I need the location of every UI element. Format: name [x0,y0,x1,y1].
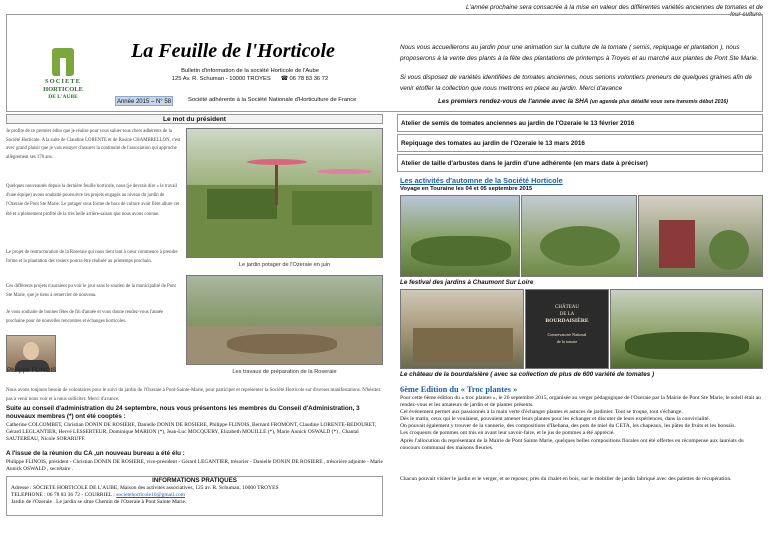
tomato-seeds-request: Si vous disposez de variétés identifiées de tomates anciennes, nous serions volontiers preneurs de quelques graines afin de venir étoffer la collection que nous mettrons en place au jardin. Merci d'avance [400,74,753,92]
email-link[interactable]: societehorticole10@gmail.com [116,492,185,498]
society-logo: SOCIETE HORTICOLE DE L'AUBE [38,48,88,108]
roseraie-photo [186,275,383,365]
potager-photo [186,128,383,258]
issue-badge: Année 2015 – N° 58 [115,96,173,106]
phone-number: ☎ 06 78 83 36 72 [280,75,329,82]
festival-photo-3 [638,195,763,277]
caption-festival: Le festival des jardins à Chaumont Sur Loire [400,279,534,286]
caption-potager: Le jardin potager de l'Ozeraie en juin [238,262,331,268]
volunteers-note: Nous avons toujours besoin de volontaires pour le suivi du jardin de l'Ozeraie à Pont-Sainte-Marie, pour participer et représenter la Société Horticole sur diverses manifestations. N'hésitez pas à venir nous voir et à nous solliciter. Merci d'avance. [6,388,381,402]
president-para: Je vous souhaite de bonnes fêtes de fin d'année et vous donne rendez-vous l'année prochaine pour de nouvelles rencontres et échanges horticoles. [6,310,164,325]
troc-text: Pour cette 6ème édition du « troc plantes », le 26 septembre 2015, organisée au verger pédagogique de l'Ozeraie par la Mairie de Pont Ste Marie, le soleil était au rendez-vous et les amateurs de jardin et de plantes présents. Cet événement permet aux passionnés à la main verte d'échanger plantes et astuces de jardinier. Tout se troque, tout s'échange. Dès le matin, ceux qui le voulaient, pouvaient amener leurs plantes pour les échanger et discuter de leurs expériences, dans la convivialité. On pouvait également y trouver de la vannerie, des compositions d'Ikebana, des pots de miel du CETA, les chapeaux, les pâtes de fruits et les bonsaïs. Les croqueurs de pommes ont mis en avant leur savoir-faire, et le jus de pommes a été apprécié. Après l'allocution du représentant de la Mairie de Pont Sainte Marie, quelques belles compositions florales ont été offertes en récompense aux lauréats du concours communal des maisons fleuries. [400,395,761,451]
president-signature: Philippe FLINOIS [7,367,57,374]
caption-bourdaisiere: Le château de la bourdaisière ( avec sa collection de plus de 600 variété de tomates ) [400,371,655,378]
bulletin-info: Bulletin d'information de la société Horticole de l'Aube 125 Av. R. Schuman - 10000 TROYES ☎ 06 78 83 36 72 [171,68,329,82]
practical-info-heading: INFORMATIONS PRATIQUES [152,477,237,484]
conseil-heading: Suite au conseil d'administration du 24 septembre, nous vous présentons les membres du Conseil d'Administration, 3 nouveaux membres (*) ont été cooptés : [6,405,360,420]
troc-heading: 6ème Edition du « Troc plantes » [400,385,518,394]
rdv-item: Atelier de semis de tomates anciennes au jardin de l'Ozeraie le 13 février 2016 [397,114,763,132]
caption-roseraie: Les travaux de préparation de la Roseraie [232,369,337,375]
troc-visit-note: Chacun pouvait visiter le jardin et le verger, et se reposer, près du chalet en bois, sur le mobilier de jardin fabriqué avec des palettes de récupération. [400,476,732,482]
rdv-item: Repiquage des tomates au jardin de l'Ozeraie le 13 mars 2016 [397,134,763,152]
festival-photo-2 [521,195,637,277]
president-para: Quelques nouveautés depuis la dernière feuille horticole, nous (je devrais dire « le travail d'une équipe) avons souhaité poursuivre les projets engagés au niveau du jardin de l'Ozeraie de Pont Ste Marie. Le potager sous forme de bacs de culture avait fière allure cet été et a pleinement profité de la très belle arrière-saison que nous avons connue. [6,184,180,217]
president-para: Je profite de ce premier édito que je réalise pour vous saluer tous chers adhérents de la Société Horticole. A la suite de Claudine LORENTE et de Rosine CHAMBRELLON, c'est avec grand plaisir que je vais essayer d'assurer la continuité de l'association qui approche allègrement ses 170 ans. [6,129,181,161]
bureau-heading: A l'issue de la réunion du CA ,un nouveau bureau a été élu : [6,450,185,457]
president-para: Le projet de restructuration de la Roseraie qui nous tient tant à cœur commence à prendre forme et la plantation des rosiers pourra être réalisée au printemps prochain. [6,250,178,265]
membership-note: Société adhérente à la Société Nationale d'Horticulture de France [188,97,357,103]
lead-line: L'année prochaine sera consacrée à la mise en valeur des différentes variétés anciennes de tomates et de leur culture. [466,4,763,18]
practical-info-box: INFORMATIONS PRATIQUES Adresse : SOCIETE HORTICOLE DE L'AUBE, Maison des activités associatives, 125 av. R. Schuman, 10000 TROYES TELEPHONE : 06 78 83 36 72 - COURRIEL : societehorticole10@gmail.com Jardin de l'Ozeraie . Le jardin se situe Chemin de l'Ozeraie à Pont Sainte Marie. [6,476,383,516]
festival-photo-1 [400,195,520,277]
bourdaisiere-photo-2 [610,289,763,369]
activities-heading: Les activités d'automne de la Société Horticole [400,176,563,185]
bureau-members: Philippe FLINOIS, président - Christian DONIN DE ROSIERE, vice-président - Gérard LEGANTIER, trésorier - Danielle DONIN DE ROSIERE , trésorière adjointe - Marie Annick OSWALD , secrétaire . [6,459,383,472]
president-heading: Le mot du président [6,114,383,124]
conseil-members: Catherine COLCOMBET, Christian DONIN DE ROSIERE, Danielle DONIN DE ROSIERE, Philippe FLINOIS, Bernard FROMONT, Claudine LORENTE-BEDOURET, Gérard LEGLANTIER, Hervé LESSERTEUR, Dominique MARION (*), Jean-Luc MOCQUERY, Elizabeth MOUILLE (*), Marie Annick OSWALD (*) , Chantal SAUTEREAU, Nicole SORARUFF. [6,422,377,442]
voyage-line: Voyage en Touraine les 04 et 05 septembre 2015 [400,186,533,192]
rdv-heading: Les premiers rendez-vous de l'année avec la SHA (un agenda plus détaillé vous sera transmis début 2016) [438,98,728,105]
leaf-logo-icon [52,48,74,76]
rdv-item: Atelier de taille d'arbustes dans le jardin d'une adhérente (en mars date à préciser) [397,154,763,172]
president-para: Ces différents projets n'auraient pu voir le jour sans le soutien de la municipalité de Pont Ste Marie, que je tiens à remercier de nouveau. [6,284,176,299]
bourdaisiere-photo-1 [400,289,524,369]
newsletter-title: La Feuille de l'Horticole [131,40,335,62]
bourdaisiere-sign: CHÂTEAU DE LA BOURDAISIÈRE Conservatoire National de la tomate [525,289,609,369]
tomato-intro: Nous vous accueillerons au jardin pour une animation sur la culture de la tomate ( semis, repiquage et plantation ), nous proposerons à la vente des plants à la fête des plantations de printemps à Troyes et au marché aux plantes de Pont Ste Marie. [400,44,759,62]
